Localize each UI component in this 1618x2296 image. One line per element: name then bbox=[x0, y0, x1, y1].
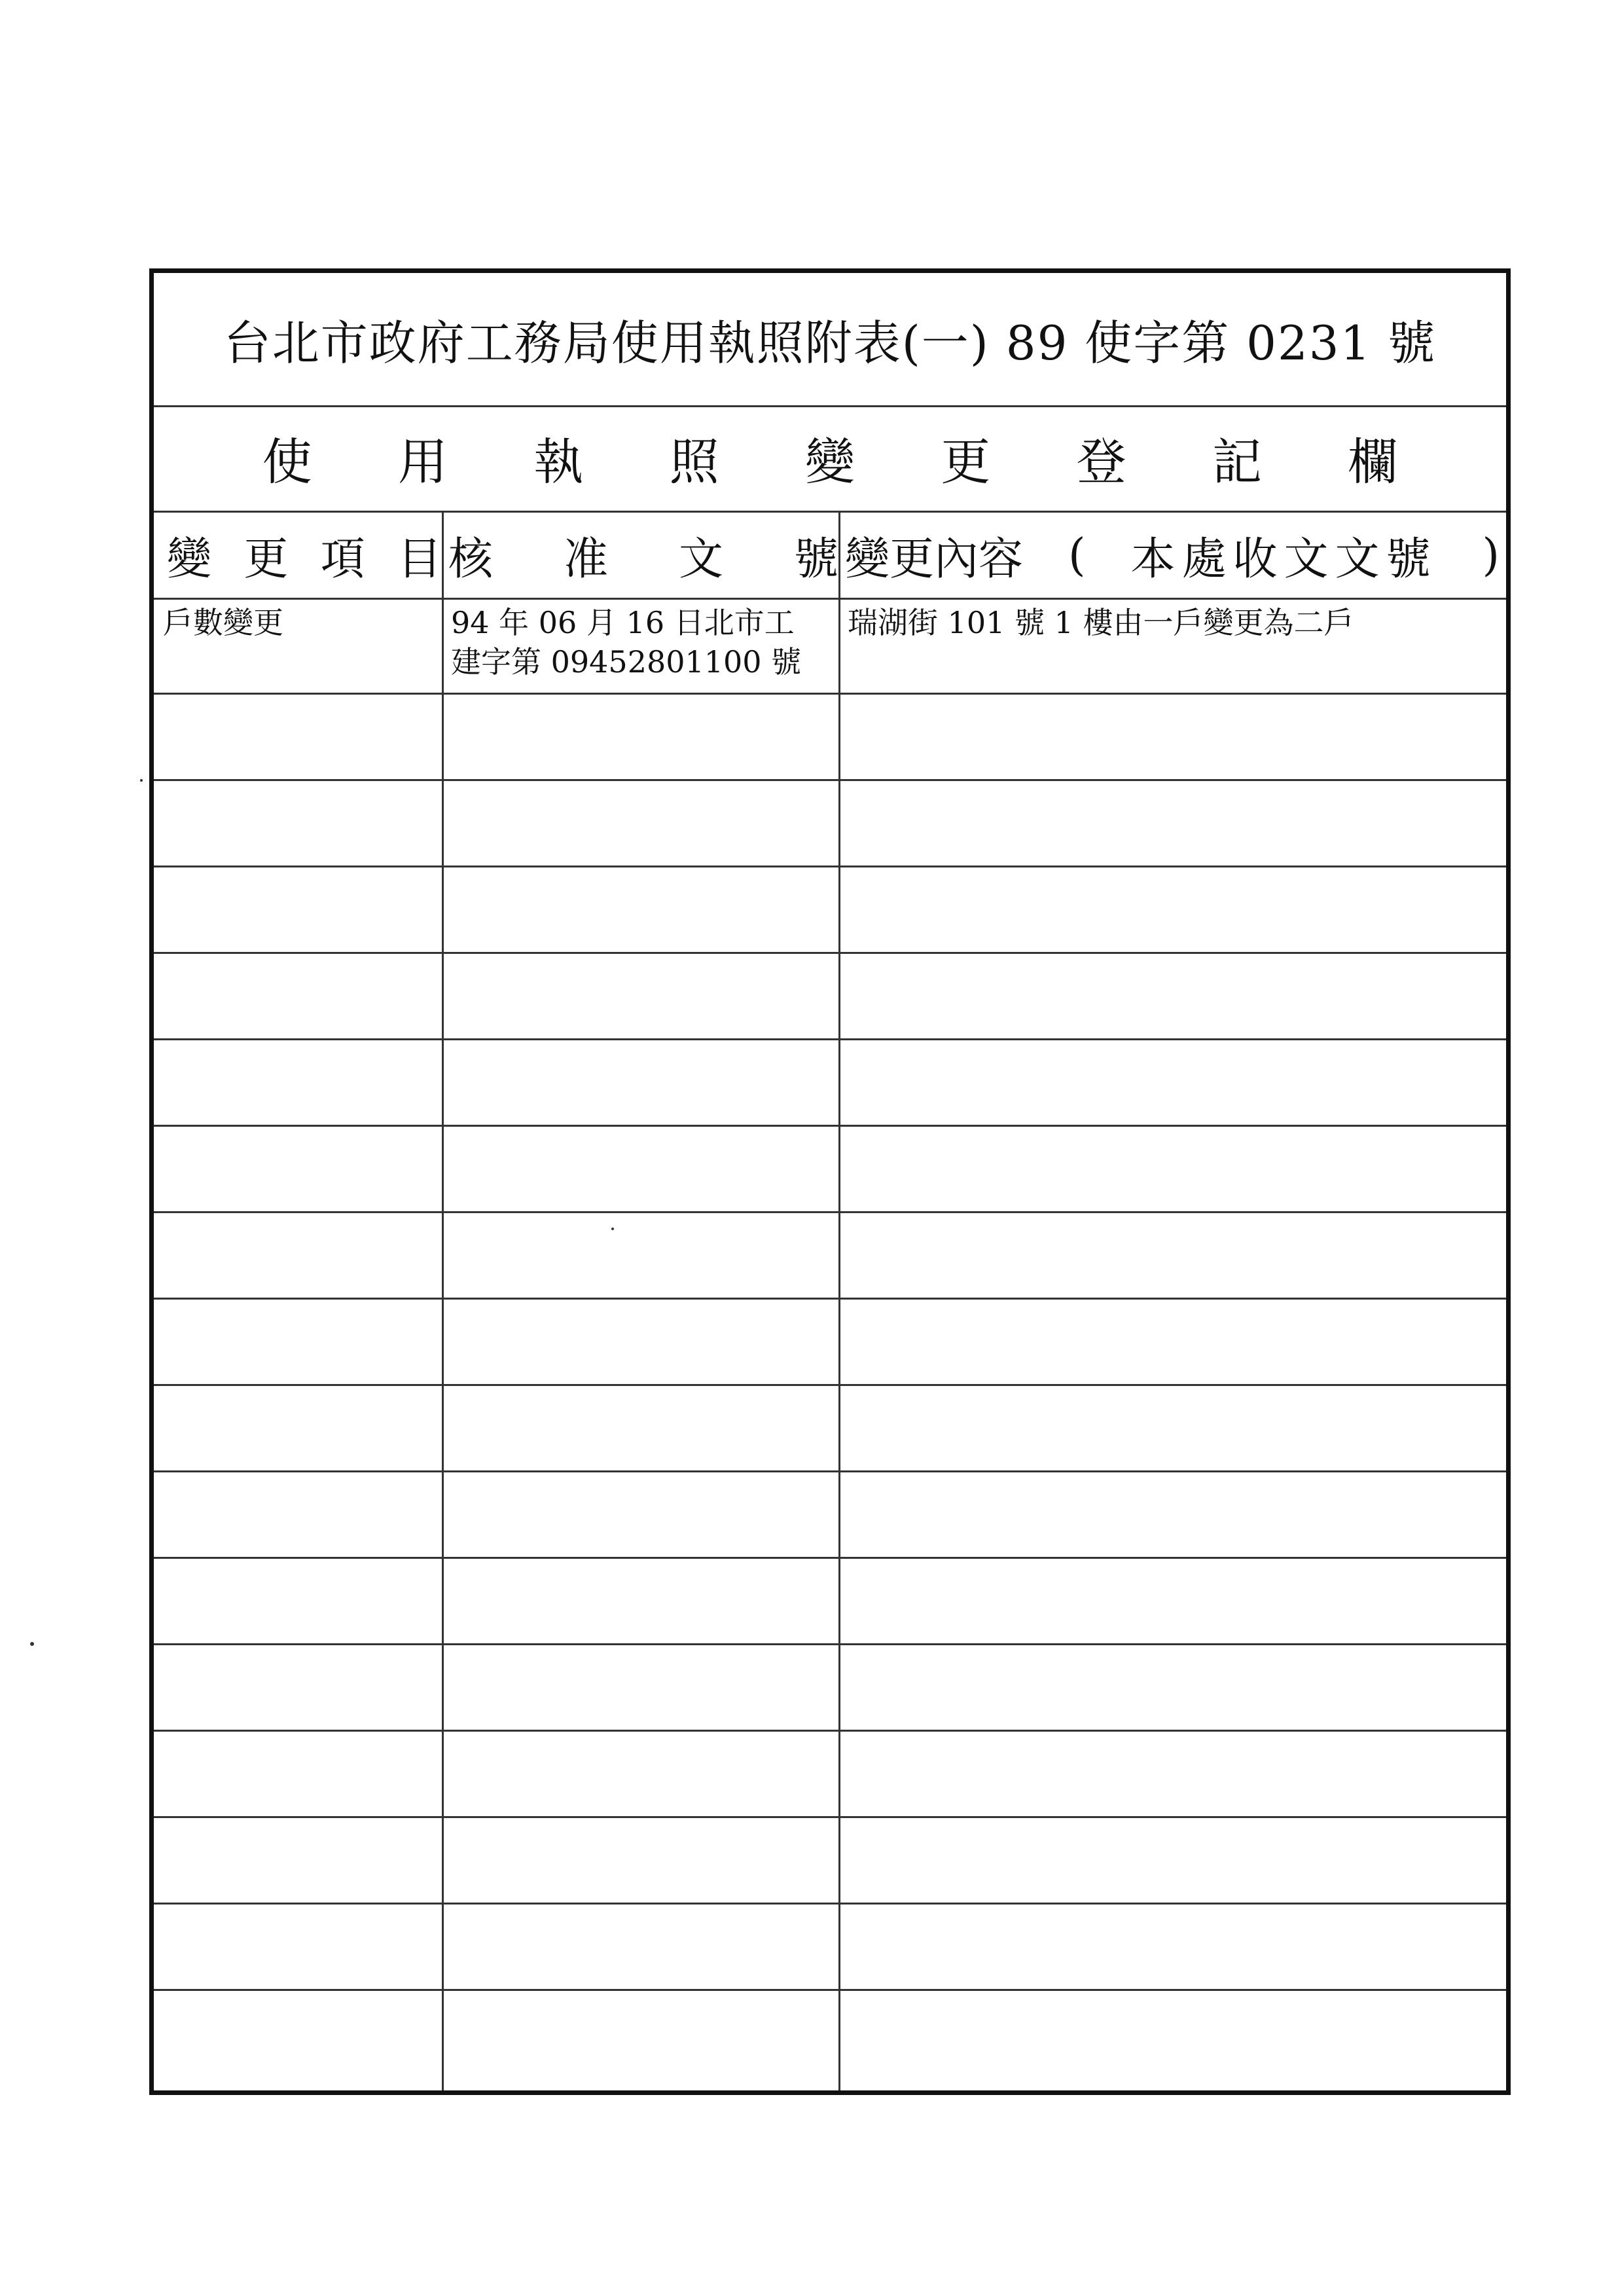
table-row bbox=[154, 1732, 1506, 1818]
table-row bbox=[154, 1818, 1506, 1904]
header-text: 變更內容 bbox=[845, 533, 1024, 585]
approval-line: 94 年 06 月 16 日北市工 bbox=[451, 605, 795, 640]
section-title-char: 欄 bbox=[1348, 433, 1398, 491]
usage-permit-form bbox=[149, 268, 1511, 2095]
section-title-char: 記 bbox=[1212, 433, 1262, 491]
scan-speck bbox=[140, 779, 143, 782]
header-paren-close: ) bbox=[1482, 529, 1500, 581]
section-title-char: 更 bbox=[941, 433, 991, 491]
header-char: 號 bbox=[793, 533, 838, 585]
table-row bbox=[154, 598, 1506, 695]
section-title bbox=[154, 405, 1506, 513]
section-title-char: 用 bbox=[397, 433, 448, 491]
cell-change-content: 瑞湖街 101 號 1 樓由一戶變更為二戶 bbox=[848, 605, 1354, 640]
table-row bbox=[154, 867, 1506, 954]
table-row bbox=[154, 1127, 1506, 1213]
section-title-char: 變 bbox=[804, 433, 855, 491]
section-title-char: 執 bbox=[533, 433, 584, 491]
approval-line: 建字第 09452801100 號 bbox=[451, 644, 802, 680]
table-row bbox=[154, 1991, 1506, 2077]
table-row bbox=[154, 1040, 1506, 1127]
table-row bbox=[154, 1386, 1506, 1472]
table-row bbox=[154, 781, 1506, 867]
scan-speck bbox=[611, 1228, 614, 1230]
header-char: 項 bbox=[320, 533, 365, 585]
header-text: 本處收文文號 bbox=[1130, 533, 1437, 585]
header-char: 准 bbox=[563, 533, 608, 585]
header-char: 核 bbox=[448, 533, 494, 585]
form-title bbox=[154, 273, 1506, 407]
cell-approval-number bbox=[451, 603, 801, 682]
header-char: 目 bbox=[397, 533, 442, 585]
table-row bbox=[154, 1904, 1506, 1991]
table-row bbox=[154, 1472, 1506, 1559]
table-row bbox=[154, 1213, 1506, 1300]
table-row bbox=[154, 1559, 1506, 1645]
section-title-char: 登 bbox=[1076, 433, 1126, 491]
header-char: 變 bbox=[167, 533, 212, 585]
header-change-item bbox=[167, 513, 442, 598]
cell-change-item: 戶數變更 bbox=[163, 605, 283, 640]
header-char: 更 bbox=[243, 533, 289, 585]
header-change-content bbox=[845, 513, 1500, 598]
section-title-char: 照 bbox=[669, 433, 719, 491]
table-header bbox=[154, 513, 1506, 600]
table-row bbox=[154, 954, 1506, 1040]
header-char: 文 bbox=[678, 533, 723, 585]
table-row bbox=[154, 1300, 1506, 1386]
table-row bbox=[154, 695, 1506, 781]
table-body bbox=[154, 598, 1506, 2090]
section-title-char: 使 bbox=[262, 433, 312, 491]
header-paren-open: ( bbox=[1068, 529, 1086, 581]
form-title-text: 台北市政府工務局使用執照附表(一) 89 使字第 0231 號 bbox=[223, 316, 1437, 371]
scan-speck bbox=[30, 1642, 34, 1646]
header-approval-number bbox=[448, 513, 838, 598]
table-row bbox=[154, 1645, 1506, 1732]
